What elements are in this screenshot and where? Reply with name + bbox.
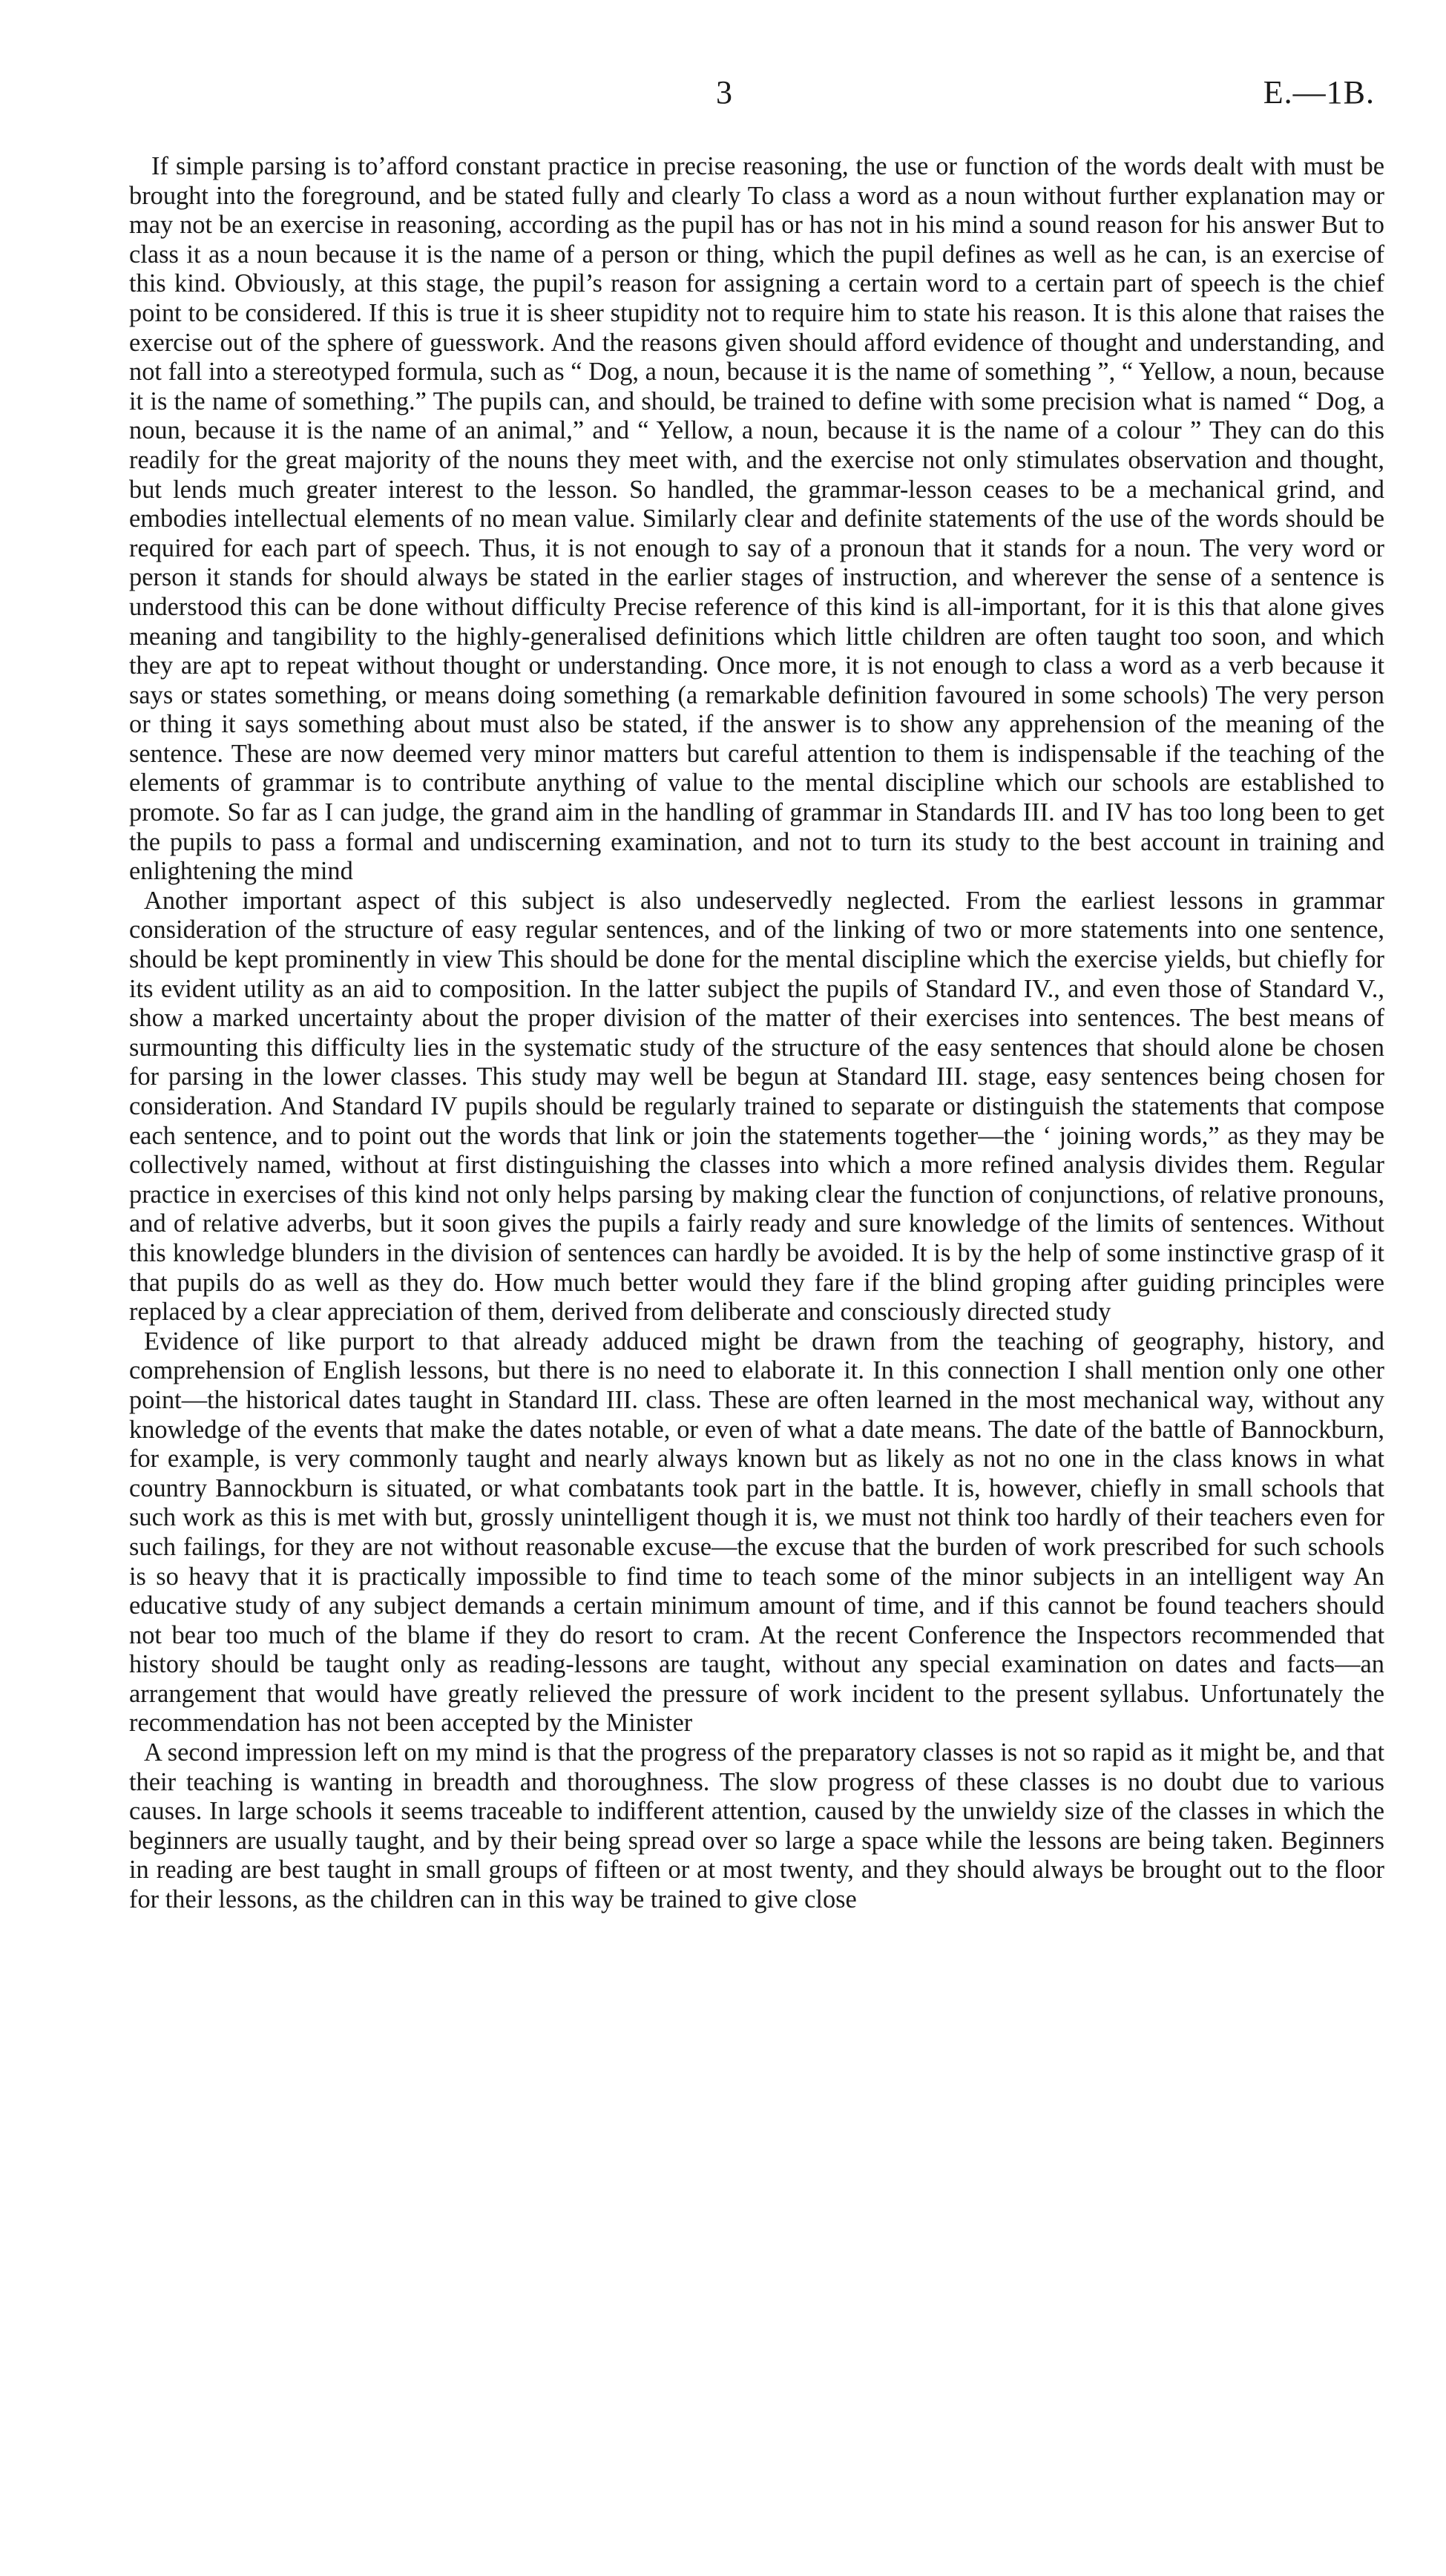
paragraph-sentence-structure: Another important aspect of this subject is also undeservedly neglected. From the earliest lessons in grammar consideration of the structure of easy regular sentences, and of the linking of two or more statements into one sentence, should be kept prominently in view This should be done for the mental discipline which the exercise yields, but chiefly for its evident utility as an aid to composition. In the latter subject the pupils of Standard IV., and even those of Standard V., show a marked uncertainty about the proper division of the matter of their exercises into sentences. The best means of surmounting this difficulty lies in the systematic study of the structure of the easy sentences that should alone be chosen for parsing in the lower classes. This study may well be begun at Standard III. stage, easy sentences being chosen for consideration. And Standard IV pupils should be regularly trained to separate or distinguish the statements that compose each sentence, and to point out the words that link or join the statements together—the ‘ joining words,” as they may be collectively named, without at first distinguishing the classes into which a more refined analysis divides them. Regular practice in exercises of this kind not only helps parsing by making clear the function of conjunctions, of relative pronouns, and of relative adverbs, but it soon gives the pupils a fairly ready and sure knowledge of the limits of sentences. Without this knowledge blunders in the division of sentences can hardly be avoided. It is by the help of some instinctive grasp of it that pupils do as well as they do. How much better would they fare if the blind groping after guiding principles were replaced by a clear appreciation of them, derived from deliberate and consciously directed study [129, 886, 1384, 1327]
page-number: 3 [716, 74, 732, 111]
paragraph-history-dates: Evidence of like purport to that already adduced might be drawn from the teaching of geography, history, and comprehension of English lessons, but there is no need to elaborate it. In this connection I shall mention only one other point—the historical dates taught in Standard III. class. These are often learned in the most mechanical way, without any knowledge of the events that make the dates notable, or even of what a date means. The date of the battle of Bannockburn, for example, is very commonly taught and nearly always known but as likely as not no one in the class knows in what country Bannockburn is situated, or what combatants took part in the battle. It is, however, chiefly in small schools that such work as this is met with but, grossly unintelligent though it is, we must not think too hardly of their teachers even for such failings, for they are not without reasonable excuse—the excuse that the burden of work prescribed for such schools is so heavy that it is practically impossible to find time to teach some of the minor subjects in an intelligent way An educative study of any subject demands a certain minimum amount of time, and if this cannot be found teachers should not bear too much of the blame if they do resort to cram. At the recent Conference the Inspectors recommended that history should be taught only as reading-lessons are taught, without any special examination on dates and facts—an arrangement that would have greatly relieved the pressure of work incident to the present syllabus. Unfortunately the recommendation has not been accepted by the Minister [129, 1327, 1384, 1738]
page-header [0, 70, 1446, 115]
paragraph-parsing: If simple parsing is to’afford constant practice in precise reasoning, the use or function of the words dealt with must be brought into the foreground, and be stated fully and clearly To class a word as a noun without further explanation may or may not be an exercise in reasoning, according as the pupil has or has not in his mind a sound reason for his answer But to class it as a noun because it is the name of a person or thing, which the pupil defines as well as he can, is an exercise of this kind. Obviously, at this stage, the pupil’s reason for assigning a certain word to a certain part of speech is the chief point to be considered. If this is true it is sheer stupidity not to require him to state his reason. It is this alone that raises the exercise out of the sphere of guesswork. And the reasons given should afford evidence of thought and understanding, and not fall into a stereotyped formula, such as “ Dog, a noun, because it is the name of something ”, “ Yellow, a noun, because it is the name of something.” The pupils can, and should, be trained to define with some precision what is named “ Dog, a noun, because it is the name of an animal,” and “ Yellow, a noun, because it is the name of a colour ” They can do this readily for the great majority of the nouns they meet with, and the exercise not only stimulates observation and thought, but lends much greater interest to the lesson. So handled, the grammar-lesson ceases to be a mechanical grind, and embodies intellectual elements of no mean value. Similarly clear and definite statements of the use of the words should be required for each part of speech. Thus, it is not enough to say of a pronoun that it stands for a noun. The very word or person it stands for should always be stated in the earlier stages of instruction, and wherever the sense of a sentence is understood this can be done without difficulty Precise reference of this kind is all-important, for it is this that alone gives meaning and tangibility to the highly-generalised definitions which little children are often taught too soon, and which they are apt to repeat without thought or understanding. Once more, it is not enough to class a word as a verb because it says or states something, or means doing something (a remarkable definition favoured in some schools) The very person or thing it says something about must also be stated, if the answer is to show any apprehension of the meaning of the sentence. These are now deemed very minor matters but careful attention to them is indispensable if the teaching of the elements of grammar is to contribute anything of value to the mental discipline which our schools are established to promote. So far as I can judge, the grand aim in the handling of grammar in Standards III. and IV has too long been to get the pupils to pass a formal and undiscerning examination, and not to turn its study to the best account in training and enlightening the mind [129, 152, 1384, 886]
paragraph-preparatory-classes: A second impression left on my mind is that the progress of the preparatory classes is not so rapid as it might be, and that their teaching is wanting in breadth and thoroughness. The slow progress of these classes is no doubt due to various causes. In large schools it seems traceable to indifferent attention, caused by the unwieldy size of the classes in which the beginners are usually taught, and by their being spread over so large a space while the lessons are being taken. Beginners in reading are best taught in small groups of fifteen or at most twenty, and they should always be brought out to the floor for their lessons, as the children can in this way be trained to give close [129, 1738, 1384, 1914]
report-body [129, 152, 1384, 1915]
document-reference: E.—1B. [1263, 74, 1375, 111]
